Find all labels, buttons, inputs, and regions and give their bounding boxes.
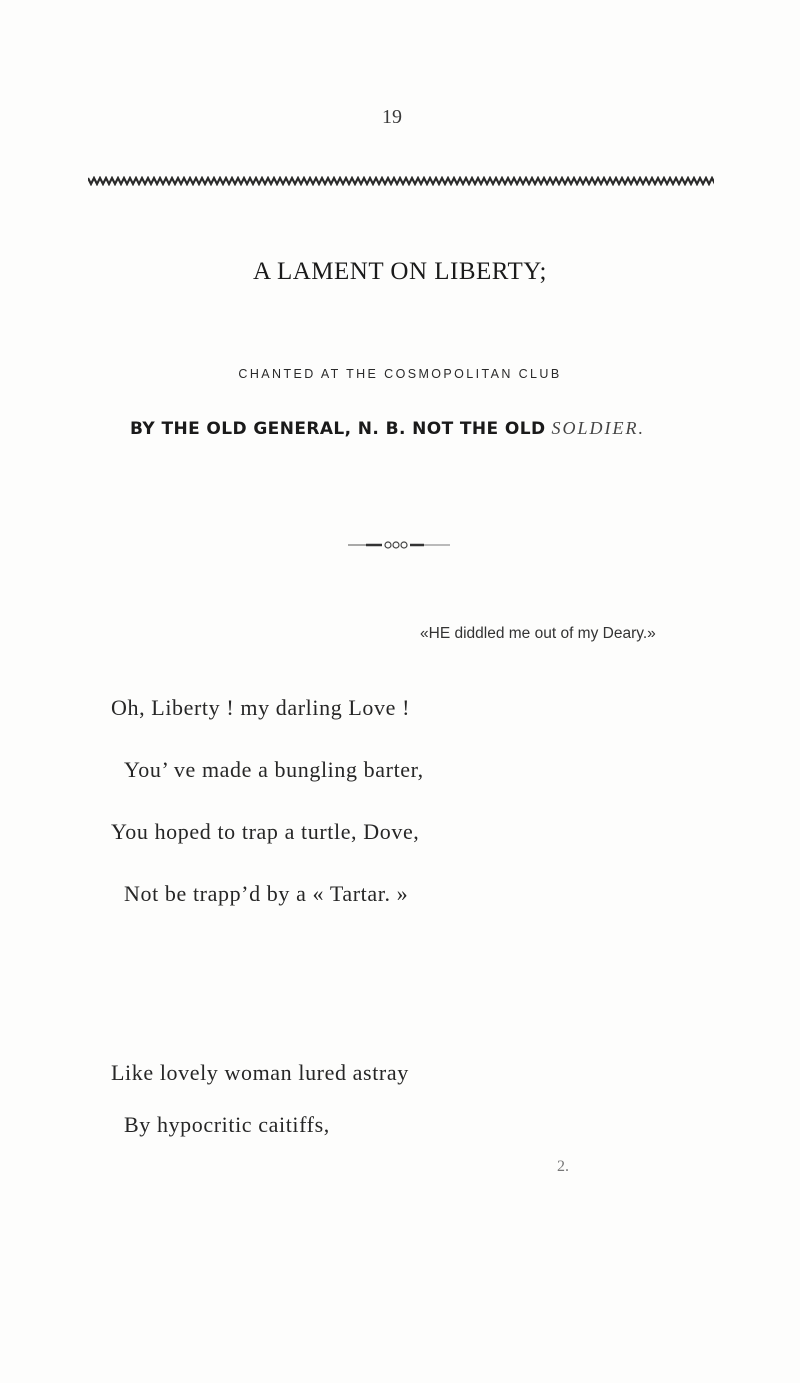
- verse-line: Oh, Liberty ! my darling Love !: [111, 695, 411, 720]
- poem-byline: [130, 418, 770, 439]
- poem-subtitle: CHANTED AT THE COSMOPOLITAN CLUB: [238, 367, 562, 381]
- ornamental-rule: [88, 176, 714, 186]
- divider-ornament: [348, 540, 450, 550]
- verse-line: Like lovely woman lured astray: [111, 1060, 409, 1085]
- verse-line: You’ ve made a bungling barter,: [124, 757, 424, 782]
- signature-mark: 2.: [557, 1158, 569, 1175]
- verse-line: You hoped to trap a turtle, Dove,: [111, 819, 420, 844]
- verse-line: By hypocritic caitiffs,: [124, 1112, 330, 1137]
- byline-main: BY THE OLD GENERAL, N. B. NOT THE OLD: [130, 419, 546, 439]
- verse-line: Not be trapp’d by a « Tartar. »: [124, 881, 409, 906]
- byline-emphasis: SOLDIER.: [551, 418, 645, 438]
- epigraph: «HE diddled me out of my Deary.»: [420, 625, 656, 642]
- poem-title: A LAMENT ON LIBERTY;: [253, 258, 547, 285]
- page-number: 19: [382, 106, 402, 128]
